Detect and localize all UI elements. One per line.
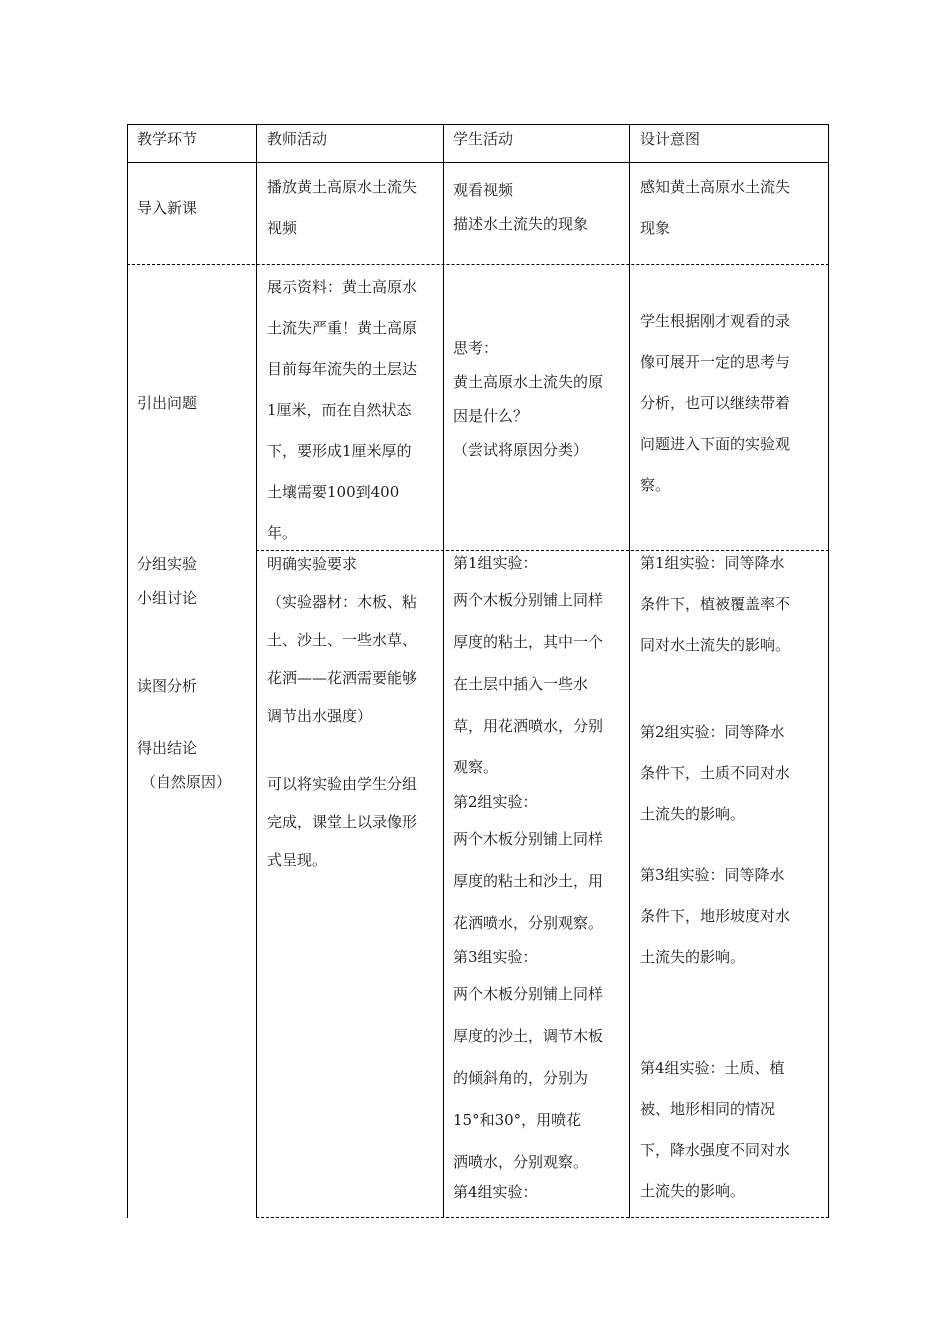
row3-intent-group4	[640, 1048, 790, 1212]
cell-line: 播放黄土高原水土流失	[267, 178, 418, 196]
cell-line: 第3组实验：	[453, 948, 538, 966]
cell-line: 年。	[267, 524, 298, 542]
cell-line: 土流失的影响。	[640, 1182, 746, 1200]
cell-line: 分组实验	[137, 555, 198, 573]
row3-student-group1	[453, 547, 603, 787]
cell-line: 条件下，植被覆盖率不	[640, 595, 791, 613]
cell-line: 视频	[267, 219, 298, 237]
cell-line: 因是什么？	[453, 407, 529, 425]
row2-teacher	[267, 267, 417, 554]
row3-stage-b	[137, 669, 197, 703]
cell-line: 厚度的粘土和沙土，用	[453, 872, 604, 890]
row1-stage	[137, 191, 197, 225]
row2-stage	[137, 386, 197, 420]
cell-line: （实验器材：木板、粘	[267, 593, 418, 611]
cell-line: 第1组实验：	[453, 554, 538, 572]
header-student	[453, 128, 513, 149]
row3-stage-a	[137, 547, 197, 615]
row1-intent	[640, 167, 790, 249]
cell-line: 导入新课	[137, 199, 198, 217]
cell-line: 问题进入下面的实验观	[640, 435, 791, 453]
cell-line: 察。	[640, 476, 671, 494]
cell-line: 第1组实验：同等降水	[640, 554, 785, 572]
cell-line: 第4组实验：	[453, 1183, 538, 1201]
table-bottom-divider	[256, 1217, 829, 1218]
cell-line: 两个木板分别铺上同样	[453, 985, 604, 1003]
row1-student	[453, 173, 588, 241]
cell-line: 引出问题	[137, 394, 198, 412]
cell-line: 第2组实验：同等降水	[640, 723, 785, 741]
cell-line: 在土层中插入一些水	[453, 675, 589, 693]
table-column-divider	[629, 124, 630, 1218]
cell-line: 读图分析	[137, 677, 198, 695]
row3-teacher-a	[267, 545, 417, 735]
row3-teacher-b	[267, 765, 417, 879]
row2-student	[453, 331, 603, 467]
row3-student-group3	[453, 941, 603, 1183]
table-column-divider	[443, 124, 444, 1218]
cell-line: 的倾斜角的，分别为	[453, 1069, 589, 1087]
cell-line: 土流失的影响。	[640, 805, 746, 823]
cell-line: 观察。	[453, 758, 499, 776]
cell-line: 土流失的影响。	[640, 948, 746, 966]
row1-teacher	[267, 167, 417, 249]
cell-line: 条件下，土质不同对水	[640, 764, 791, 782]
cell-line: 明确实验要求	[267, 555, 358, 573]
cell-line: 两个木板分别铺上同样	[453, 591, 604, 609]
row3-intent-group3	[640, 855, 790, 978]
cell-line: 小组讨论	[137, 589, 198, 607]
table-header-divider	[127, 162, 829, 163]
cell-line: 感知黄土高原水土流失	[640, 178, 791, 196]
cell-line: 目前每年流失的土层达	[267, 360, 418, 378]
header-intent	[640, 128, 700, 149]
cell-line: 可以将实验由学生分组	[267, 775, 418, 793]
row3-student-group2	[453, 786, 603, 944]
cell-line: 花洒——花洒需要能够	[267, 669, 418, 687]
cell-line: 第3组实验：同等降水	[640, 866, 785, 884]
row3-intent-group1	[640, 543, 790, 666]
cell-line: 观看视频	[453, 181, 514, 199]
cell-line: 花洒喷水，分别观察。	[453, 914, 604, 932]
cell-line: 展示资料：黄土高原水	[267, 278, 418, 296]
cell-line: 被、地形相同的情况	[640, 1100, 776, 1118]
header-label: 教师活动	[267, 130, 328, 148]
cell-line: （尝试将原因分类）	[453, 441, 589, 459]
table-border-top	[127, 124, 829, 125]
cell-line: 条件下，地形坡度对水	[640, 907, 791, 925]
cell-line: 描述水土流失的现象	[453, 215, 589, 233]
cell-line: 调节出水强度）	[267, 707, 373, 725]
cell-line: 现象	[640, 219, 671, 237]
header-stage	[137, 128, 197, 149]
cell-line: 下，降水强度不同对水	[640, 1141, 791, 1159]
cell-line: 黄土高原水土流失的原	[453, 373, 604, 391]
cell-line: 草，用花洒喷水，分别	[453, 717, 604, 735]
row3-stage-c	[137, 731, 231, 799]
cell-line: 学生根据刚才观看的录	[640, 312, 791, 330]
row3-student-group4	[453, 1180, 538, 1204]
cell-line: 同对水土流失的影响。	[640, 636, 791, 654]
header-label: 教学环节	[137, 130, 198, 148]
cell-line: 厚度的粘土，其中一个	[453, 633, 604, 651]
cell-line: 15°和30°，用喷花	[453, 1111, 582, 1129]
cell-line: 分析，也可以继续带着	[640, 394, 791, 412]
cell-line: 第2组实验：	[453, 793, 538, 811]
header-teacher	[267, 128, 327, 149]
table-row-divider	[127, 264, 829, 265]
cell-line: 得出结论	[137, 739, 198, 757]
table-column-divider	[256, 124, 257, 1218]
cell-line: 思考：	[453, 339, 499, 357]
cell-line: 厚度的沙土，调节木板	[453, 1027, 604, 1045]
table-border-left	[127, 124, 128, 1218]
table-border-right	[828, 124, 829, 1218]
cell-line: 土流失严重！黄土高原	[267, 319, 418, 337]
cell-line: 第4组实验：土质、植	[640, 1059, 785, 1077]
cell-line: （自然原因）	[141, 773, 232, 791]
header-label: 学生活动	[453, 130, 514, 148]
cell-line: 土壤需要100到400	[267, 483, 400, 501]
cell-line: 1厘米，而在自然状态	[267, 401, 412, 419]
cell-line: 式呈现。	[267, 851, 328, 869]
cell-line: 洒喷水，分别观察。	[453, 1153, 589, 1171]
row2-intent	[640, 301, 790, 506]
header-label: 设计意图	[640, 130, 701, 148]
cell-line: 下，要形成1厘米厚的	[267, 442, 412, 460]
cell-line: 像可展开一定的思考与	[640, 353, 791, 371]
cell-line: 完成，课堂上以录像形	[267, 813, 418, 831]
cell-line: 两个木板分别铺上同样	[453, 830, 604, 848]
cell-line: 土、沙土、一些水草、	[267, 631, 418, 649]
row3-intent-group2	[640, 712, 790, 835]
